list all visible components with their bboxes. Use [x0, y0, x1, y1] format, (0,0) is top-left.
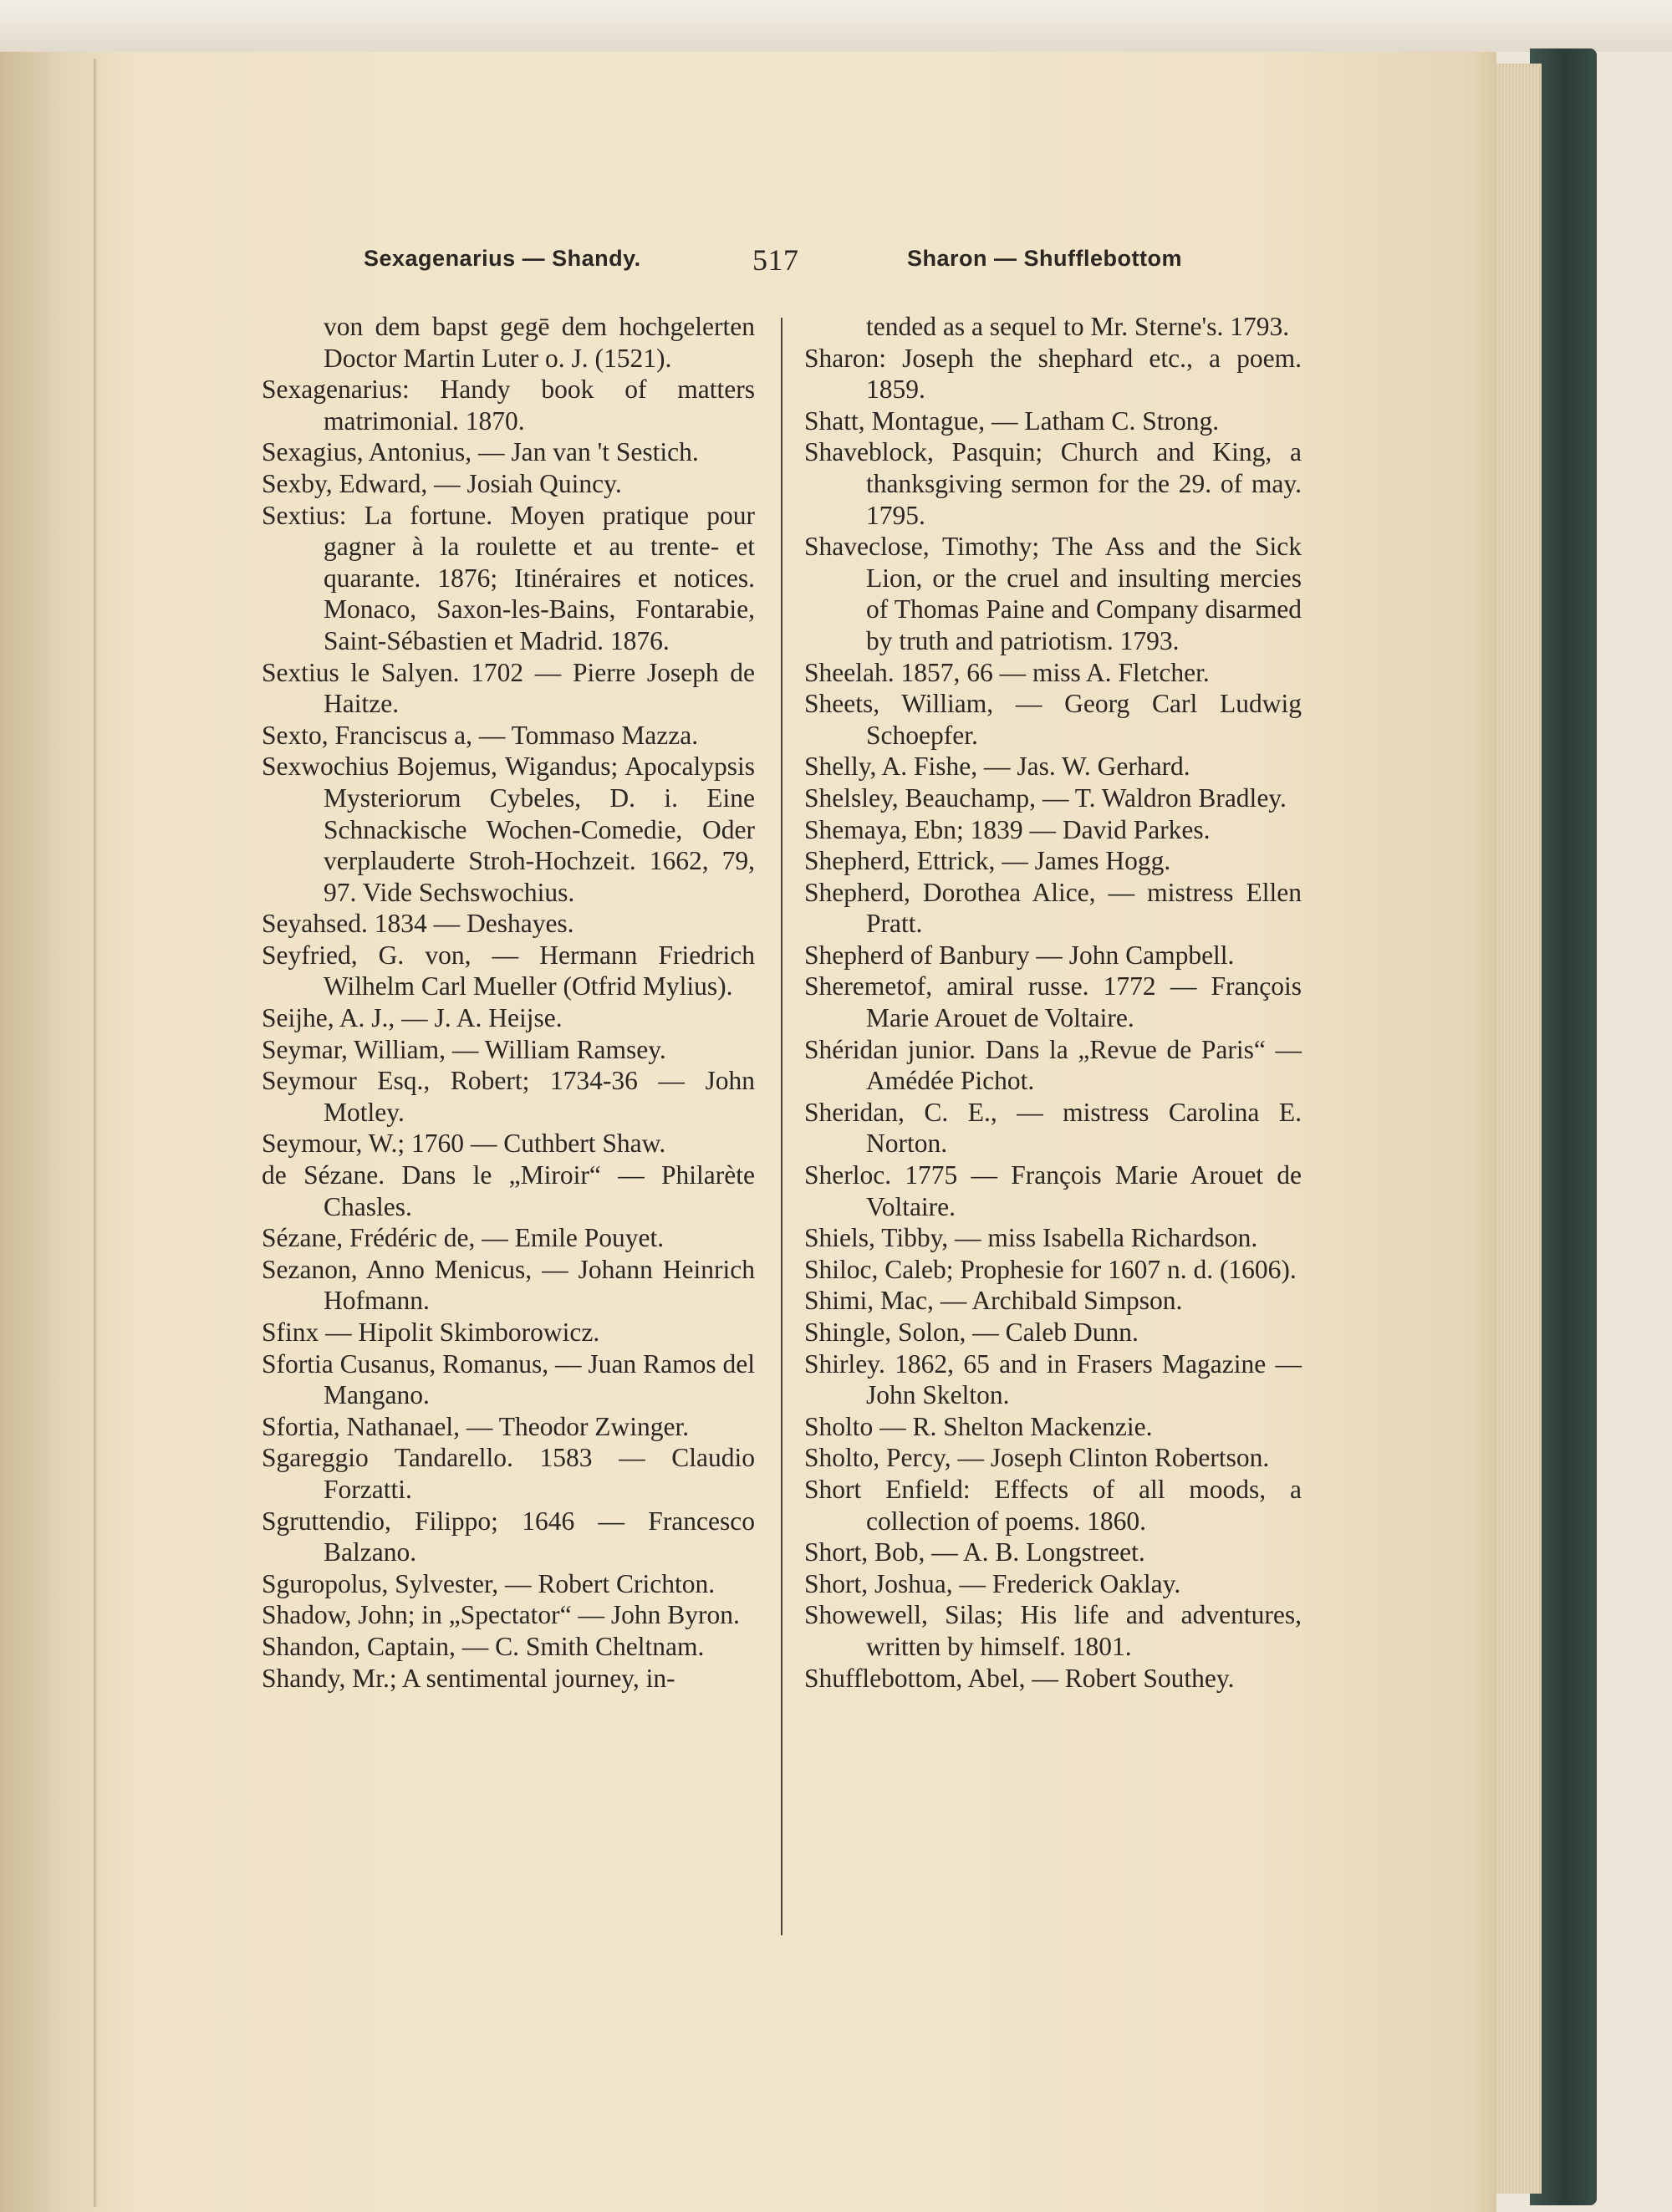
entry: Sexagenarius: Handy book of matters matrimonial. 1870. [262, 375, 755, 436]
entry: Shirley. 1862, 65 and in Frasers Magazine — John Skelton. [804, 1348, 1302, 1410]
entry: Shemaya, Ebn; 1839 — David Parkes. [804, 814, 1211, 844]
entry: Seymour, W.; 1760 — Cuthbert Shaw. [262, 1129, 666, 1159]
entry: Sexto, Franciscus a, — Tommaso Mazza. [262, 720, 699, 750]
page-number: 517 [752, 243, 799, 277]
entry: Shiloc, Caleb; Prophesie for 1607 n. d. (1606). [804, 1254, 1297, 1284]
entry: Shepherd, Ettrick, — James Hogg. [804, 846, 1171, 876]
entry: Showewell, Silas; His life and adventures, written by himself. 1801. [804, 1600, 1302, 1661]
entry: Sfortia Cusanus, Romanus, — Juan Ramos del Mangano. [262, 1348, 755, 1410]
entry: Sholto — R. Shelton Mackenzie. [804, 1411, 1153, 1441]
entry: tended as a sequel to Mr. Sterne's. 1793. [866, 312, 1290, 341]
entry: Shepherd, Dorothea Alice, — mistress Ellen Pratt. [804, 877, 1302, 939]
column-rule [781, 318, 782, 1935]
entry: Seyahsed. 1834 — Deshayes. [262, 909, 574, 939]
entry: Seijhe, A. J., — J. A. Heijse. [262, 1003, 563, 1033]
page-gutter [94, 59, 98, 2207]
entry: Shatt, Montague, — Latham C. Strong. [804, 405, 1220, 436]
entry: Shiels, Tibby, — miss Isabella Richardson. [804, 1223, 1258, 1253]
entry: Shéridan junior. Dans la „Revue de Paris“ — Amédée Pichot. [804, 1034, 1302, 1096]
entry: Sholto, Percy, — Joseph Clinton Robertson. [804, 1443, 1270, 1473]
entry: Sherloc. 1775 — François Marie Arouet de Voltaire. [804, 1160, 1302, 1221]
entry: Shaveblock, Pasquin; Church and King, a thanksgiving sermon for the 29. of may. 1795. [804, 437, 1302, 530]
right-column [804, 311, 1302, 1694]
entry: Shepherd of Banbury — John Campbell. [804, 940, 1235, 970]
entry: Shandon, Captain, — C. Smith Cheltnam. [262, 1631, 705, 1661]
entry: Short, Bob, — A. B. Longstreet. [804, 1537, 1145, 1567]
entry: Sexagius, Antonius, — Jan van 't Sestich. [262, 437, 699, 467]
entry: Shimi, Mac, — Archibald Simpson. [804, 1286, 1183, 1316]
entry: Sézane, Frédéric de, — Emile Pouyet. [262, 1223, 665, 1253]
entry: Sgareggio Tandarello. 1583 — Claudio Forzatti. [262, 1443, 755, 1504]
entry: Sheremetof, amiral russe. 1772 — François Marie Arouet de Voltaire. [804, 971, 1302, 1033]
entry: Sfortia, Nathanael, — Theodor Zwinger. [262, 1411, 690, 1441]
entry: Shelsley, Beauchamp, — T. Waldron Bradley. [804, 782, 1287, 813]
entry: Sheets, William, — Georg Carl Ludwig Schoepfer. [804, 689, 1302, 750]
background-top [0, 0, 1672, 52]
entry: Sexwochius Bojemus, Wigandus; Apocalypsis Mysteriorum Cybeles, D. i. Eine Schnackische Wochen-Comedie, Oder verplauderte Stroh-Hochzeit. 1662, 79, 97. Vide Sechswochius. [262, 752, 755, 907]
entry: Sgruttendio, Filippo; 1646 — Francesco Balzano. [262, 1506, 755, 1567]
running-head-left: Sexagenarius — Shandy. [364, 246, 641, 271]
entry: Shufflebottom, Abel, — Robert Southey. [804, 1663, 1235, 1693]
entry: Sheelah. 1857, 66 — miss A. Fletcher. [804, 657, 1210, 687]
entry: Shingle, Solon, — Caleb Dunn. [804, 1318, 1139, 1347]
entry: Seymar, William, — William Ramsey. [262, 1034, 666, 1064]
entry: Shelly, A. Fishe, — Jas. W. Gerhard. [804, 752, 1190, 782]
entry: Seyfried, G. von, — Hermann Friedrich Wilhelm Carl Mueller (Otfrid Mylius). [262, 940, 755, 1002]
entry: von dem bapst gegē dem hochgelerten Doctor Martin Luter o. J. (1521). [324, 312, 755, 373]
entry: Shadow, John; in „Spectator“ — John Byron. [262, 1600, 740, 1630]
entry: Sheridan, C. E., — mistress Carolina E. Norton. [804, 1097, 1302, 1159]
entry: Sfinx — Hipolit Skimborowicz. [262, 1318, 600, 1347]
entry: Shandy, Mr.; A sentimental journey, in- [262, 1663, 675, 1693]
entry: Shaveclose, Timothy; The Ass and the Sick Lion, or the cruel and insulting mercies of Thomas Paine and Company disarmed by truth and patriotism. 1793. [804, 532, 1302, 655]
entry: Sezanon, Anno Menicus, — Johann Heinrich Hofmann. [262, 1254, 755, 1316]
running-head-right: Sharon — Shufflebottom [907, 246, 1182, 271]
entry: de Sézane. Dans le „Miroir“ — Philarète Chasles. [262, 1160, 755, 1221]
entry: Sexby, Edward, — Josiah Quincy. [262, 468, 622, 498]
entry: Sextius: La fortune. Moyen pratique pour gagner à la roulette et au trente- et quarante. 1876; Itinéraires et notices. Monaco, Saxon-les-Bains, Fontarabie, Saint-Sébastien et Madrid. 1876. [262, 500, 755, 655]
left-column [262, 311, 755, 1694]
entry: Sguropolus, Sylvester, — Robert Crichton. [262, 1568, 716, 1598]
entry: Seymour Esq., Robert; 1734-36 — John Motley. [262, 1066, 755, 1127]
entry: Sextius le Salyen. 1702 — Pierre Joseph de Haitze. [262, 657, 755, 719]
entry: Short, Joshua, — Frederick Oaklay. [804, 1568, 1181, 1598]
entry: Short Enfield: Effects of all moods, a collection of poems. 1860. [804, 1474, 1302, 1536]
entry: Sharon: Joseph the shephard etc., a poem. 1859. [804, 343, 1302, 405]
